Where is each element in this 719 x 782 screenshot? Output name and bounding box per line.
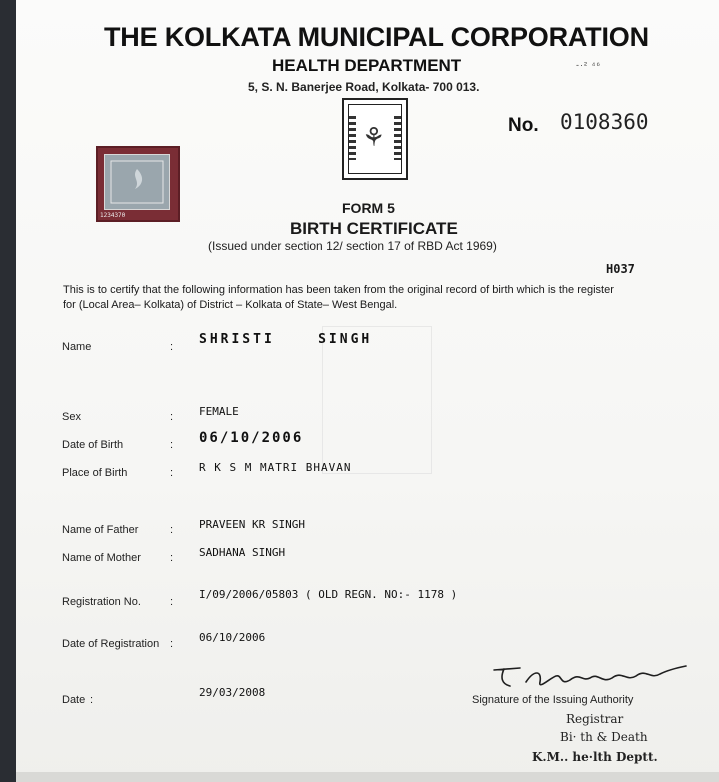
certification-statement-line1: This is to certify that the following information has been taken from the original record of birth which is the register [63, 284, 614, 296]
field-colon: : [90, 694, 94, 706]
field-value-mother-name: SADHANA SINGH [199, 546, 286, 559]
field-label-registration-no: Registration No. [62, 596, 141, 608]
corner-mark: -·² ⁴⁶ [576, 60, 602, 70]
kmc-emblem-icon: ⚘ [342, 98, 408, 180]
watermark [322, 326, 432, 474]
signature-caption: Signature of the Issuing Authority [472, 694, 634, 706]
department-title: HEALTH DEPARTMENT [272, 56, 462, 75]
field-label-father-name: Name of Father [62, 524, 139, 536]
serial-number: 0108360 [560, 110, 649, 134]
stamp-number: 1234370 [100, 212, 126, 219]
field-label-place-of-birth: Place of Birth [62, 467, 128, 479]
organization-address: 5, S. N. Banerjee Road, Kolkata- 700 013. [248, 80, 480, 94]
field-colon: : [170, 524, 174, 536]
field-value-sex: FEMALE [199, 405, 239, 418]
field-label-sex: Sex [62, 411, 81, 423]
field-value-father-name: PRAVEEN KR SINGH [199, 518, 305, 531]
field-value-date: 29/03/2008 [199, 686, 266, 699]
field-label-name: Name [62, 341, 92, 353]
field-colon: : [170, 439, 174, 451]
field-colon: : [170, 596, 174, 608]
field-colon: : [170, 552, 174, 564]
field-value-date-of-birth: 06/10/2006 [199, 430, 304, 446]
serial-label: No. [508, 115, 539, 136]
field-label-date: Date [62, 694, 86, 706]
revenue-stamp [96, 146, 180, 222]
field-value-registration-date: 06/10/2006 [199, 631, 266, 644]
field-label-date-of-birth: Date of Birth [62, 439, 124, 451]
field-colon: : [170, 411, 174, 423]
field-label-mother-name: Name of Mother [62, 552, 141, 564]
field-colon: : [170, 638, 174, 650]
registrar-stamp-line2: Bi· th & Death [560, 730, 648, 744]
field-label-registration-date: Date of Registration [62, 638, 160, 650]
registrar-stamp-line3: K.M.. he·lth Deptt. [532, 750, 658, 764]
registrar-stamp-line1: Registrar [566, 712, 624, 726]
organization-title: THE KOLKATA MUNICIPAL CORPORATION [104, 22, 649, 52]
certificate-title: BIRTH CERTIFICATE [290, 219, 458, 238]
form-number: FORM 5 [342, 200, 395, 216]
issued-under-note: (Issued under section 12/ section 17 of RBD Act 1969) [208, 239, 497, 253]
field-value-name: SHRISTI SINGH [199, 332, 373, 347]
field-value-place-of-birth: R K S M MATRI BHAVAN [199, 461, 352, 474]
field-colon: : [170, 341, 174, 353]
birth-certificate-document [16, 0, 719, 782]
register-code: H037 [606, 262, 635, 276]
handwritten-signature [490, 660, 690, 694]
field-value-registration-no: I/09/2006/05803 ( OLD REGN. NO:- 1178 ) [199, 588, 458, 601]
certification-statement-line2: for (Local Area– Kolkata) of District – Kolkata of State– West Bengal. [63, 299, 398, 311]
field-colon: : [170, 467, 174, 479]
